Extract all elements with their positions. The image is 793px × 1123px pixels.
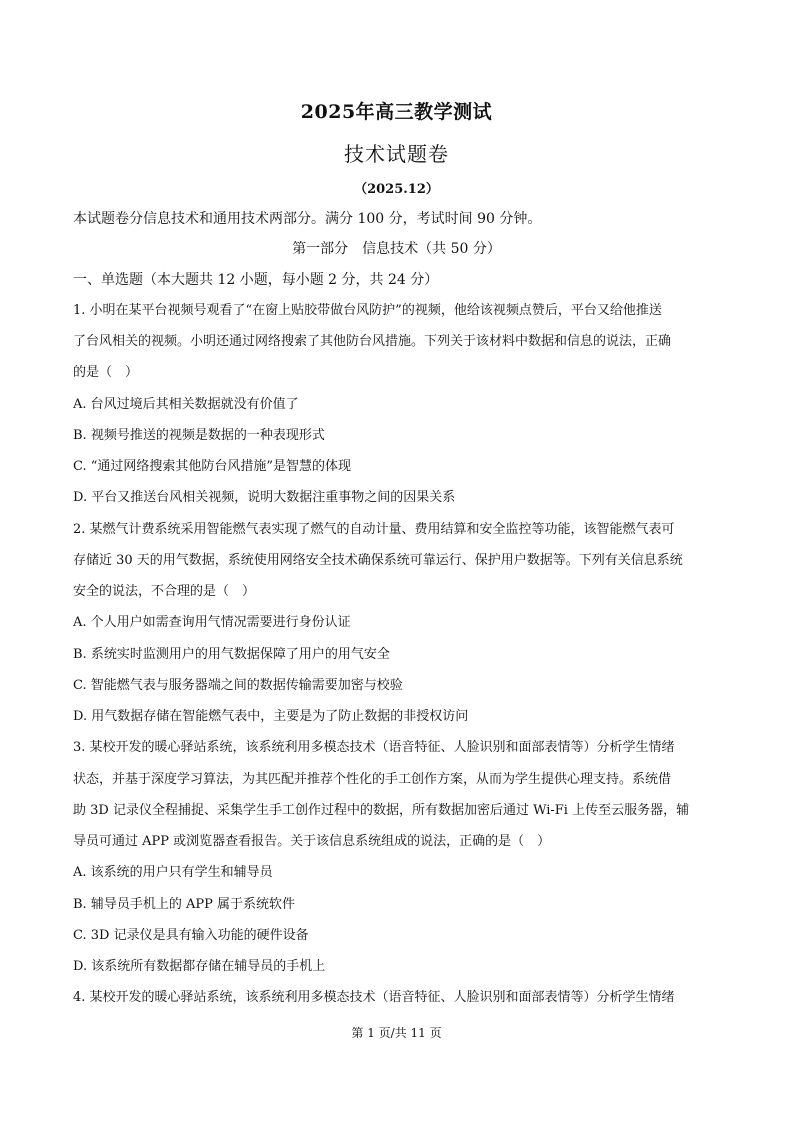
question-line: 3. 某校开发的暖心驿站系统，该系统利用多模态技术（语音特征、人脸识别和面部表情等）分析学生情绪 xyxy=(73,740,675,755)
option-line: B. 系统实时监测用户的用气数据保障了用户的用气安全 xyxy=(73,647,390,662)
exam-date: （2025.12） xyxy=(354,182,439,197)
question-line: 4. 某校开发的暖心驿站系统，该系统利用多模态技术（语音特征、人脸识别和面部表情等）分析学生情绪 xyxy=(73,990,675,1005)
section-title: 一、单选题（本大题共 12 小题，每小题 2 分，共 24 分） xyxy=(73,272,439,288)
question-line: 2. 某燃气计费系统采用智能燃气表实现了燃气的自动计量、费用结算和安全监控等功能，该智能燃气表可 xyxy=(73,522,675,537)
question-line: 的是（ ） xyxy=(73,365,139,380)
option-line: B. 辅导员手机上的 APP 属于系统软件 xyxy=(73,897,295,912)
option-line: A. 台风过境后其相关数据就没有价值了 xyxy=(73,397,299,412)
option-line: C. “通过网络搜索其他防台风措施”是智慧的体现 xyxy=(73,459,352,474)
question-line: 安全的说法，不合理的是（ ） xyxy=(73,584,256,599)
option-line: C. 智能燃气表与服务器端之间的数据传输需要加密与校验 xyxy=(73,678,403,693)
part-title: 第一部分 信息技术（共 50 分） xyxy=(292,241,501,257)
page-number: 第 1 页/共 11 页 xyxy=(351,1026,442,1040)
option-line: D. 用气数据存储在智能燃气表中，主要是为了防止数据的非授权访问 xyxy=(73,709,469,724)
option-line: A. 该系统的用户只有学生和辅导员 xyxy=(73,865,273,880)
exam-title: 2025年高三教学测试 xyxy=(300,101,493,123)
option-line: D. 平台又推送台风相关视频，说明大数据注重事物之间的因果关系 xyxy=(73,490,456,505)
question-line: 1. 小明在某平台视频号观看了“在窗上贴胶带做台风防护”的视频，他给该视频点赞后，平台又给他推送 xyxy=(73,303,662,318)
exam-intro: 本试题卷分信息技术和通用技术两部分。满分 100 分，考试时间 90 分钟。 xyxy=(73,211,542,227)
option-line: D. 该系统所有数据都存储在辅导员的手机上 xyxy=(73,959,326,974)
exam-subtitle: 技术试题卷 xyxy=(344,142,449,166)
question-line: 存储近 30 天的用气数据，系统使用网络安全技术确保系统可靠运行、保护用户数据等。下列有关信息系统 xyxy=(73,553,683,568)
question-line: 状态，并基于深度学习算法，为其匹配并推荐个性化的手工创作方案，从而为学生提供心理支持。系统借 xyxy=(73,772,672,787)
question-line: 助 3D 记录仪全程捕捉、采集学生手工创作过程中的数据，所有数据加密后通过 Wi-Fi 上传至云服务器，辅 xyxy=(73,803,690,818)
question-line: 了台风相关的视频。小明还通过网络搜索了其他防台风措施。下列关于该材料中数据和信息的说法，正确 xyxy=(73,334,672,349)
option-line: A. 个人用户如需查询用气情况需要进行身份认证 xyxy=(73,615,351,630)
option-line: B. 视频号推送的视频是数据的一种表现形式 xyxy=(73,428,325,443)
option-line: C. 3D 记录仪是具有输入功能的硬件设备 xyxy=(73,928,309,943)
question-line: 导员可通过 APP 或浏览器查看报告。关于该信息系统组成的说法，正确的是（ ） xyxy=(73,834,551,849)
